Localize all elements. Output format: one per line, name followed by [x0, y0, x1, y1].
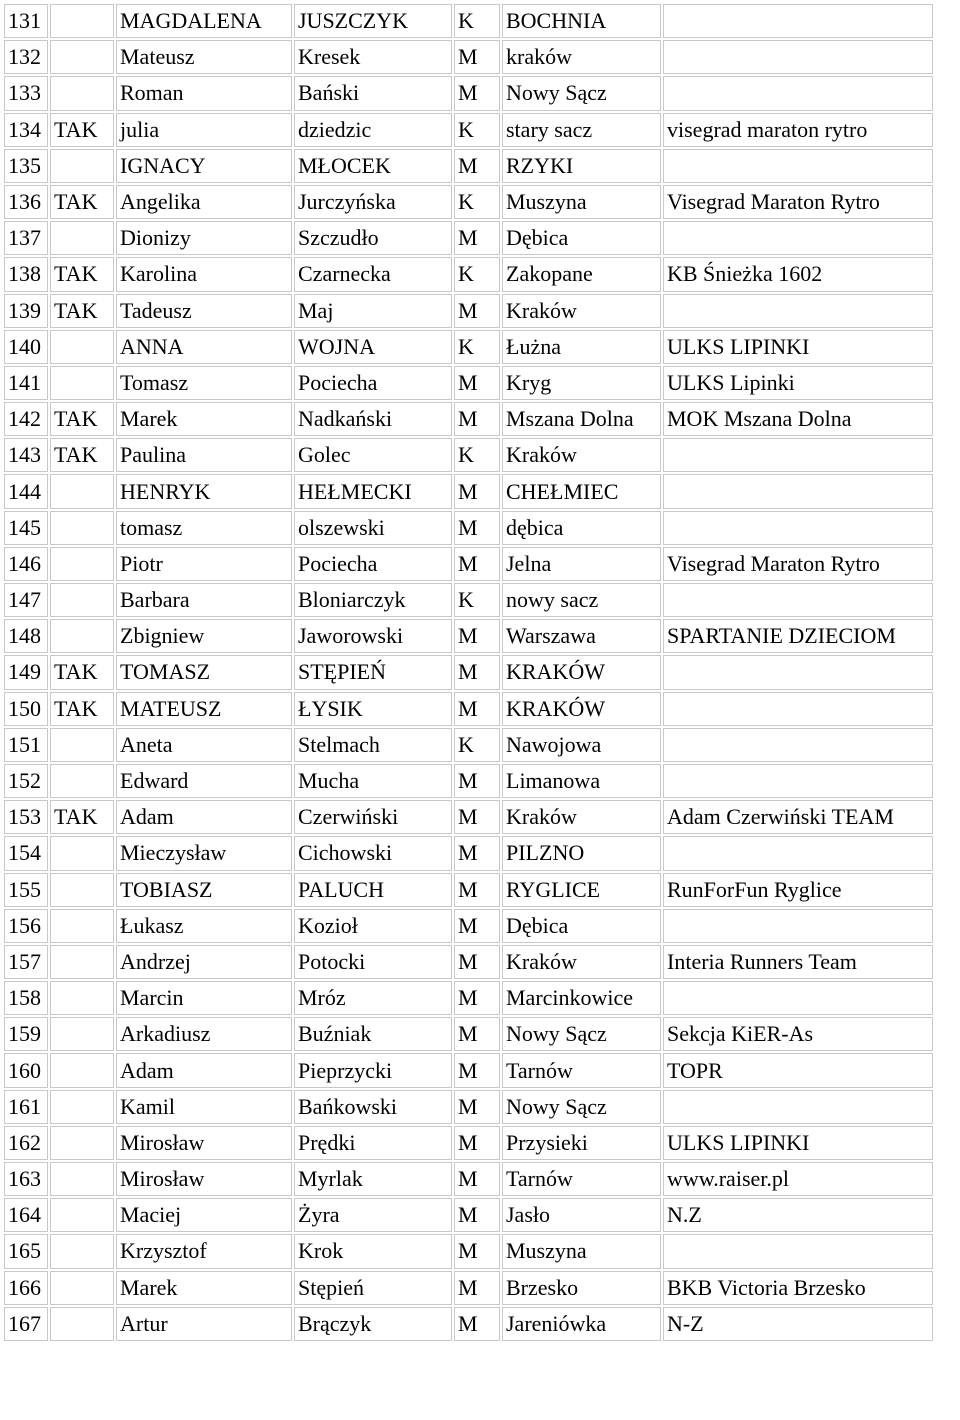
bib-number-cell: 157 [4, 945, 48, 979]
city-cell: Kraków [502, 800, 661, 834]
gender-cell: M [454, 692, 500, 726]
tak-flag-cell: TAK [50, 113, 114, 147]
first-name-cell: Edward [116, 764, 292, 798]
table-row [4, 873, 933, 907]
last-name-cell: JUSZCZYK [294, 4, 452, 38]
table-row [4, 981, 933, 1015]
bib-number-cell: 163 [4, 1162, 48, 1196]
bib-number-cell: 146 [4, 547, 48, 581]
city-cell: BOCHNIA [502, 4, 661, 38]
bib-number-cell: 140 [4, 330, 48, 364]
participants-table-body [4, 4, 933, 1341]
bib-number-cell: 142 [4, 402, 48, 436]
city-cell: RYGLICE [502, 873, 661, 907]
bib-number-cell: 159 [4, 1017, 48, 1051]
first-name-cell: Andrzej [116, 945, 292, 979]
tak-flag-cell [50, 873, 114, 907]
tak-flag-cell [50, 474, 114, 508]
bib-number-cell: 145 [4, 511, 48, 545]
bib-number-cell: 131 [4, 4, 48, 38]
last-name-cell: Pieprzycki [294, 1053, 452, 1087]
bib-number-cell: 160 [4, 1053, 48, 1087]
first-name-cell: Aneta [116, 728, 292, 762]
tak-flag-cell [50, 836, 114, 870]
city-cell: CHEŁMIEC [502, 474, 661, 508]
city-cell: Jelna [502, 547, 661, 581]
tak-flag-cell: TAK [50, 294, 114, 328]
city-cell: Brzesko [502, 1271, 661, 1305]
city-cell: RZYKI [502, 149, 661, 183]
bib-number-cell: 144 [4, 474, 48, 508]
gender-cell: K [454, 728, 500, 762]
table-row [4, 800, 933, 834]
last-name-cell: Bloniarczyk [294, 583, 452, 617]
gender-cell: K [454, 257, 500, 291]
city-cell: Kraków [502, 294, 661, 328]
bib-number-cell: 151 [4, 728, 48, 762]
table-row [4, 1198, 933, 1232]
last-name-cell: Jurczyńska [294, 185, 452, 219]
club-cell: Visegrad Maraton Rytro [663, 185, 933, 219]
gender-cell: M [454, 366, 500, 400]
table-row [4, 583, 933, 617]
bib-number-cell: 141 [4, 366, 48, 400]
city-cell: Jasło [502, 1198, 661, 1232]
first-name-cell: Mieczysław [116, 836, 292, 870]
first-name-cell: Łukasz [116, 909, 292, 943]
bib-number-cell: 147 [4, 583, 48, 617]
bib-number-cell: 136 [4, 185, 48, 219]
tak-flag-cell: TAK [50, 800, 114, 834]
club-cell [663, 692, 933, 726]
bib-number-cell: 158 [4, 981, 48, 1015]
gender-cell: M [454, 800, 500, 834]
bib-number-cell: 166 [4, 1271, 48, 1305]
tak-flag-cell [50, 221, 114, 255]
city-cell: stary sacz [502, 113, 661, 147]
city-cell: nowy sacz [502, 583, 661, 617]
tak-flag-cell [50, 40, 114, 74]
first-name-cell: Mirosław [116, 1126, 292, 1160]
club-cell: TOPR [663, 1053, 933, 1087]
gender-cell: M [454, 945, 500, 979]
first-name-cell: Karolina [116, 257, 292, 291]
table-row [4, 1307, 933, 1341]
club-cell: SPARTANIE DZIECIOM [663, 619, 933, 653]
club-cell [663, 583, 933, 617]
table-row [4, 1162, 933, 1196]
gender-cell: M [454, 1271, 500, 1305]
table-row [4, 909, 933, 943]
tak-flag-cell [50, 1053, 114, 1087]
table-row [4, 221, 933, 255]
bib-number-cell: 167 [4, 1307, 48, 1341]
table-row [4, 1053, 933, 1087]
club-cell: Adam Czerwiński TEAM [663, 800, 933, 834]
table-row [4, 1271, 933, 1305]
first-name-cell: Adam [116, 1053, 292, 1087]
city-cell: Przysieki [502, 1126, 661, 1160]
gender-cell: M [454, 909, 500, 943]
tak-flag-cell [50, 728, 114, 762]
last-name-cell: Czarnecka [294, 257, 452, 291]
club-cell: ULKS LIPINKI [663, 1126, 933, 1160]
first-name-cell: Mateusz [116, 40, 292, 74]
club-cell: Visegrad Maraton Rytro [663, 547, 933, 581]
gender-cell: M [454, 764, 500, 798]
gender-cell: M [454, 1126, 500, 1160]
table-row [4, 185, 933, 219]
gender-cell: M [454, 547, 500, 581]
gender-cell: M [454, 221, 500, 255]
city-cell: Kraków [502, 438, 661, 472]
last-name-cell: WOJNA [294, 330, 452, 364]
gender-cell: M [454, 1307, 500, 1341]
first-name-cell: Zbigniew [116, 619, 292, 653]
gender-cell: M [454, 511, 500, 545]
club-cell [663, 438, 933, 472]
tak-flag-cell [50, 764, 114, 798]
club-cell [663, 76, 933, 110]
gender-cell: M [454, 149, 500, 183]
last-name-cell: Stelmach [294, 728, 452, 762]
table-row [4, 438, 933, 472]
first-name-cell: Mirosław [116, 1162, 292, 1196]
table-row [4, 402, 933, 436]
gender-cell: K [454, 438, 500, 472]
bib-number-cell: 137 [4, 221, 48, 255]
gender-cell: K [454, 113, 500, 147]
city-cell: Limanowa [502, 764, 661, 798]
club-cell [663, 981, 933, 1015]
first-name-cell: Marek [116, 402, 292, 436]
bib-number-cell: 154 [4, 836, 48, 870]
bib-number-cell: 155 [4, 873, 48, 907]
city-cell: Tarnów [502, 1162, 661, 1196]
club-cell: N.Z [663, 1198, 933, 1232]
club-cell [663, 149, 933, 183]
tak-flag-cell [50, 1126, 114, 1160]
bib-number-cell: 164 [4, 1198, 48, 1232]
first-name-cell: ANNA [116, 330, 292, 364]
last-name-cell: Mróz [294, 981, 452, 1015]
gender-cell: M [454, 873, 500, 907]
city-cell: Dębica [502, 909, 661, 943]
table-row [4, 619, 933, 653]
gender-cell: M [454, 1090, 500, 1124]
tak-flag-cell [50, 547, 114, 581]
city-cell: KRAKÓW [502, 655, 661, 689]
tak-flag-cell [50, 619, 114, 653]
bib-number-cell: 150 [4, 692, 48, 726]
tak-flag-cell [50, 366, 114, 400]
tak-flag-cell [50, 909, 114, 943]
club-cell [663, 4, 933, 38]
last-name-cell: Kozioł [294, 909, 452, 943]
last-name-cell: dziedzic [294, 113, 452, 147]
gender-cell: M [454, 294, 500, 328]
first-name-cell: Tadeusz [116, 294, 292, 328]
tak-flag-cell [50, 511, 114, 545]
last-name-cell: Bański [294, 76, 452, 110]
first-name-cell: HENRYK [116, 474, 292, 508]
first-name-cell: Marek [116, 1271, 292, 1305]
city-cell: Łużna [502, 330, 661, 364]
last-name-cell: HEŁMECKI [294, 474, 452, 508]
gender-cell: M [454, 619, 500, 653]
last-name-cell: ŁYSIK [294, 692, 452, 726]
gender-cell: M [454, 655, 500, 689]
club-cell: www.raiser.pl [663, 1162, 933, 1196]
bib-number-cell: 152 [4, 764, 48, 798]
first-name-cell: Paulina [116, 438, 292, 472]
bib-number-cell: 135 [4, 149, 48, 183]
table-row [4, 728, 933, 762]
last-name-cell: Golec [294, 438, 452, 472]
first-name-cell: Tomasz [116, 366, 292, 400]
last-name-cell: Potocki [294, 945, 452, 979]
gender-cell: M [454, 1162, 500, 1196]
city-cell: Nowy Sącz [502, 1017, 661, 1051]
gender-cell: M [454, 76, 500, 110]
club-cell: ULKS LIPINKI [663, 330, 933, 364]
last-name-cell: Stępień [294, 1271, 452, 1305]
city-cell: Dębica [502, 221, 661, 255]
city-cell: kraków [502, 40, 661, 74]
table-row [4, 655, 933, 689]
tak-flag-cell [50, 1271, 114, 1305]
table-row [4, 692, 933, 726]
first-name-cell: MAGDALENA [116, 4, 292, 38]
table-row [4, 76, 933, 110]
table-row [4, 4, 933, 38]
last-name-cell: Brączyk [294, 1307, 452, 1341]
tak-flag-cell [50, 76, 114, 110]
table-row [4, 40, 933, 74]
first-name-cell: Dionizy [116, 221, 292, 255]
last-name-cell: Pociecha [294, 366, 452, 400]
first-name-cell: tomasz [116, 511, 292, 545]
city-cell: Warszawa [502, 619, 661, 653]
last-name-cell: STĘPIEŃ [294, 655, 452, 689]
last-name-cell: Kresek [294, 40, 452, 74]
first-name-cell: Maciej [116, 1198, 292, 1232]
tak-flag-cell: TAK [50, 402, 114, 436]
first-name-cell: Marcin [116, 981, 292, 1015]
club-cell: KB Śnieżka 1602 [663, 257, 933, 291]
table-row [4, 366, 933, 400]
last-name-cell: Myrlak [294, 1162, 452, 1196]
club-cell [663, 764, 933, 798]
bib-number-cell: 139 [4, 294, 48, 328]
tak-flag-cell [50, 149, 114, 183]
club-cell [663, 474, 933, 508]
table-row [4, 1017, 933, 1051]
club-cell: N-Z [663, 1307, 933, 1341]
table-row [4, 1234, 933, 1268]
club-cell [663, 40, 933, 74]
table-row [4, 294, 933, 328]
city-cell: Tarnów [502, 1053, 661, 1087]
last-name-cell: Nadkański [294, 402, 452, 436]
first-name-cell: Arkadiusz [116, 1017, 292, 1051]
first-name-cell: Krzysztof [116, 1234, 292, 1268]
gender-cell: M [454, 474, 500, 508]
last-name-cell: Prędki [294, 1126, 452, 1160]
city-cell: Mszana Dolna [502, 402, 661, 436]
tak-flag-cell [50, 1162, 114, 1196]
club-cell [663, 655, 933, 689]
bib-number-cell: 165 [4, 1234, 48, 1268]
tak-flag-cell: TAK [50, 185, 114, 219]
first-name-cell: Artur [116, 1307, 292, 1341]
club-cell: Interia Runners Team [663, 945, 933, 979]
table-row [4, 1126, 933, 1160]
club-cell [663, 909, 933, 943]
table-row [4, 113, 933, 147]
gender-cell: M [454, 981, 500, 1015]
gender-cell: K [454, 330, 500, 364]
tak-flag-cell [50, 1090, 114, 1124]
first-name-cell: Piotr [116, 547, 292, 581]
table-row [4, 945, 933, 979]
city-cell: KRAKÓW [502, 692, 661, 726]
last-name-cell: olszewski [294, 511, 452, 545]
tak-flag-cell [50, 981, 114, 1015]
table-row [4, 836, 933, 870]
city-cell: Muszyna [502, 185, 661, 219]
participants-table [2, 2, 935, 1343]
first-name-cell: Barbara [116, 583, 292, 617]
table-row [4, 330, 933, 364]
tak-flag-cell [50, 1017, 114, 1051]
city-cell: Kraków [502, 945, 661, 979]
city-cell: Marcinkowice [502, 981, 661, 1015]
tak-flag-cell [50, 1307, 114, 1341]
last-name-cell: Jaworowski [294, 619, 452, 653]
last-name-cell: Czerwiński [294, 800, 452, 834]
tak-flag-cell [50, 1234, 114, 1268]
tak-flag-cell: TAK [50, 257, 114, 291]
club-cell [663, 511, 933, 545]
city-cell: Zakopane [502, 257, 661, 291]
club-cell: BKB Victoria Brzesko [663, 1271, 933, 1305]
club-cell [663, 1234, 933, 1268]
tak-flag-cell [50, 1198, 114, 1232]
first-name-cell: Roman [116, 76, 292, 110]
gender-cell: M [454, 1198, 500, 1232]
gender-cell: M [454, 402, 500, 436]
last-name-cell: Mucha [294, 764, 452, 798]
table-row [4, 474, 933, 508]
bib-number-cell: 143 [4, 438, 48, 472]
city-cell: Kryg [502, 366, 661, 400]
club-cell: RunForFun Ryglice [663, 873, 933, 907]
bib-number-cell: 161 [4, 1090, 48, 1124]
bib-number-cell: 162 [4, 1126, 48, 1160]
gender-cell: M [454, 40, 500, 74]
gender-cell: K [454, 185, 500, 219]
first-name-cell: Adam [116, 800, 292, 834]
first-name-cell: MATEUSZ [116, 692, 292, 726]
table-row [4, 1090, 933, 1124]
last-name-cell: Krok [294, 1234, 452, 1268]
tak-flag-cell: TAK [50, 692, 114, 726]
club-cell: ULKS Lipinki [663, 366, 933, 400]
club-cell [663, 294, 933, 328]
club-cell [663, 221, 933, 255]
gender-cell: M [454, 836, 500, 870]
first-name-cell: Kamil [116, 1090, 292, 1124]
last-name-cell: Bańkowski [294, 1090, 452, 1124]
gender-cell: M [454, 1017, 500, 1051]
city-cell: Muszyna [502, 1234, 661, 1268]
gender-cell: K [454, 4, 500, 38]
tak-flag-cell [50, 4, 114, 38]
first-name-cell: TOBIASZ [116, 873, 292, 907]
city-cell: Nowy Sącz [502, 1090, 661, 1124]
first-name-cell: TOMASZ [116, 655, 292, 689]
city-cell: Nawojowa [502, 728, 661, 762]
first-name-cell: julia [116, 113, 292, 147]
last-name-cell: MŁOCEK [294, 149, 452, 183]
bib-number-cell: 138 [4, 257, 48, 291]
last-name-cell: Buźniak [294, 1017, 452, 1051]
last-name-cell: Cichowski [294, 836, 452, 870]
club-cell: MOK Mszana Dolna [663, 402, 933, 436]
bib-number-cell: 134 [4, 113, 48, 147]
table-row [4, 511, 933, 545]
table-row [4, 547, 933, 581]
tak-flag-cell: TAK [50, 438, 114, 472]
city-cell: PILZNO [502, 836, 661, 870]
table-row [4, 764, 933, 798]
first-name-cell: Angelika [116, 185, 292, 219]
bib-number-cell: 132 [4, 40, 48, 74]
table-row [4, 257, 933, 291]
tak-flag-cell [50, 330, 114, 364]
last-name-cell: Pociecha [294, 547, 452, 581]
club-cell: Sekcja KiER-As [663, 1017, 933, 1051]
city-cell: dębica [502, 511, 661, 545]
last-name-cell: Maj [294, 294, 452, 328]
gender-cell: M [454, 1053, 500, 1087]
tak-flag-cell [50, 583, 114, 617]
bib-number-cell: 153 [4, 800, 48, 834]
gender-cell: M [454, 1234, 500, 1268]
bib-number-cell: 133 [4, 76, 48, 110]
club-cell [663, 836, 933, 870]
club-cell [663, 1090, 933, 1124]
tak-flag-cell [50, 945, 114, 979]
club-cell [663, 728, 933, 762]
tak-flag-cell: TAK [50, 655, 114, 689]
bib-number-cell: 149 [4, 655, 48, 689]
gender-cell: K [454, 583, 500, 617]
last-name-cell: Żyra [294, 1198, 452, 1232]
table-row [4, 149, 933, 183]
last-name-cell: Szczudło [294, 221, 452, 255]
last-name-cell: PALUCH [294, 873, 452, 907]
first-name-cell: IGNACY [116, 149, 292, 183]
city-cell: Jareniówka [502, 1307, 661, 1341]
bib-number-cell: 156 [4, 909, 48, 943]
club-cell: visegrad maraton rytro [663, 113, 933, 147]
city-cell: Nowy Sącz [502, 76, 661, 110]
bib-number-cell: 148 [4, 619, 48, 653]
